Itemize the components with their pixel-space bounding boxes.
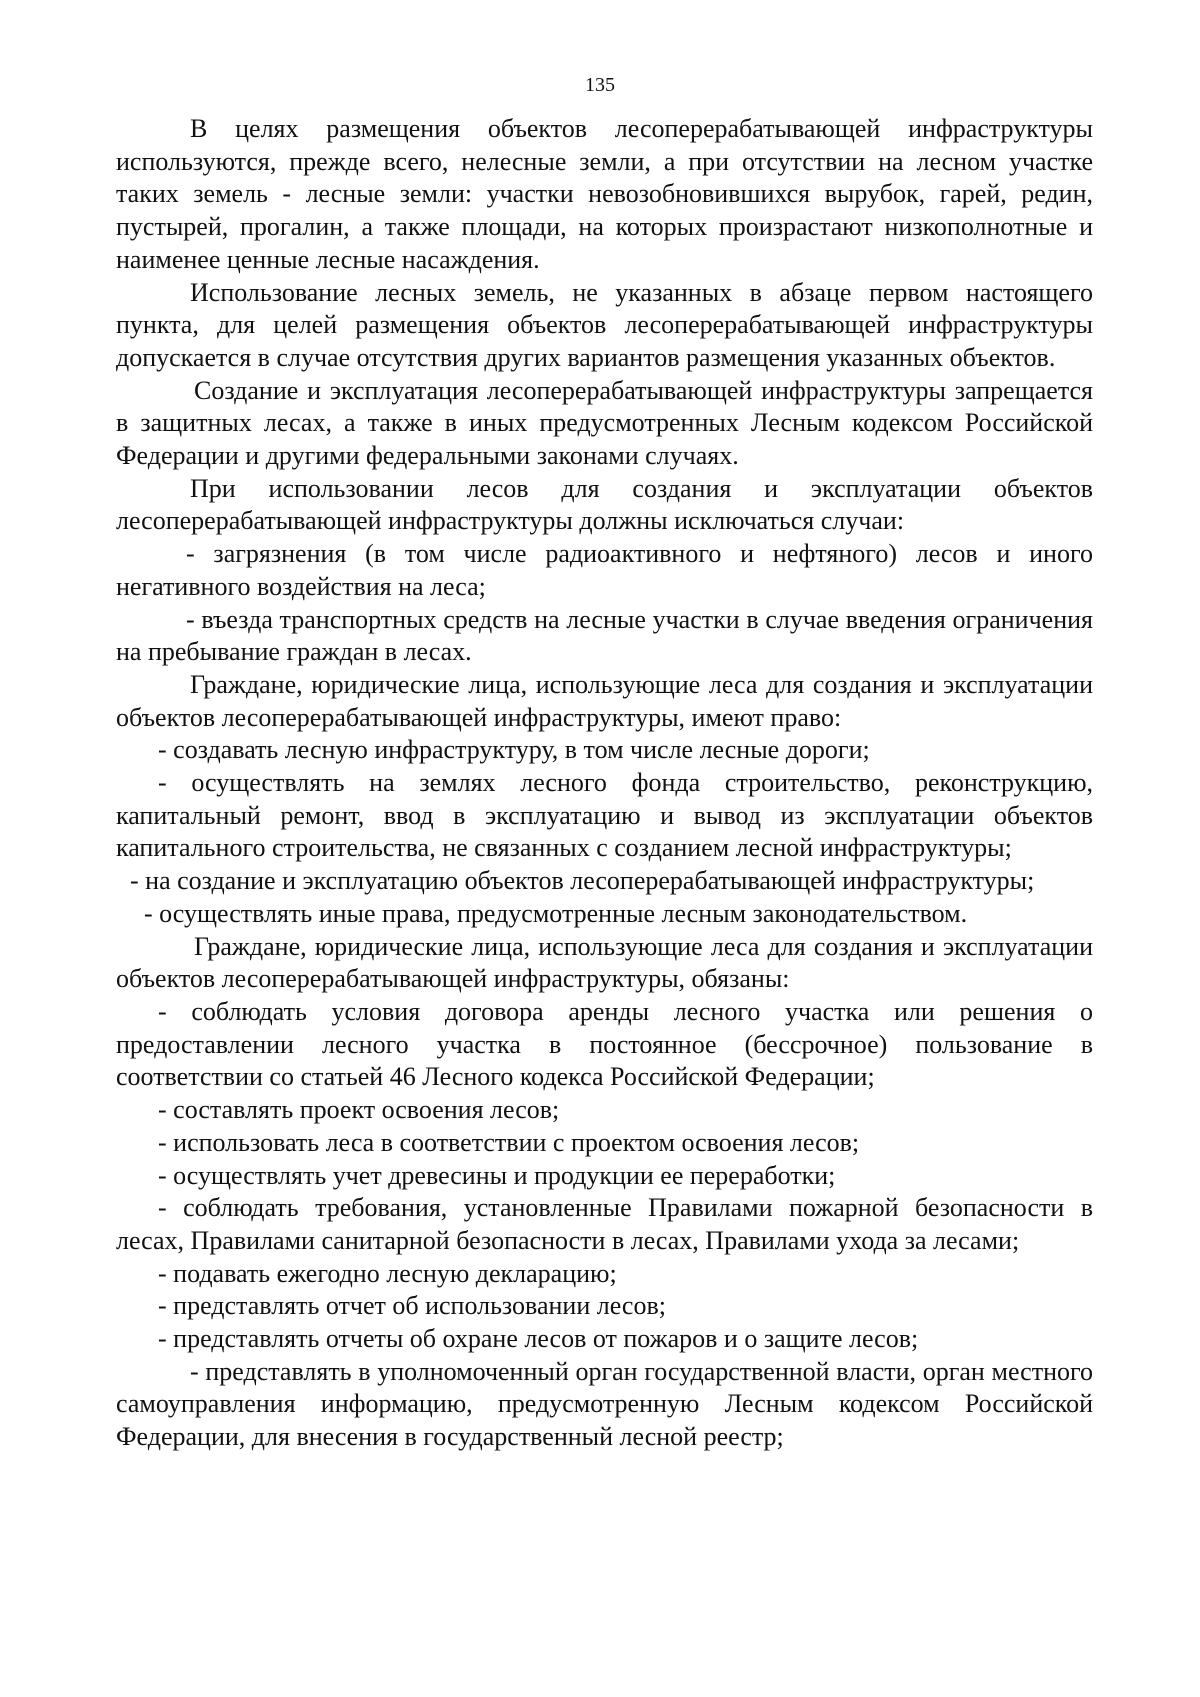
paragraph-infrastructure-placement: В целях размещения объектов лесоперерабатывающей инфраструктуры используются, прежде всего, нелесные земли, а при отсутствии на лесном участке таких земель - лесные земли: участки невозобновившихся вырубок, гарей, редин, пустырей, прогалин, а также площади, на которых произрастают низкополнотные и наименее ценные лесные насаждения.	[116, 114, 1093, 274]
list-item: - осуществлять на землях лесного фонда строительство, реконструкцию, капитальный ремонт, ввод в эксплуатацию и вывод из эксплуатации объектов капитального строительства, не связанных с созданием лесной инфраструктуры;	[116, 768, 1093, 863]
list-item: - подавать ежегодно лесную декларацию;	[158, 1258, 617, 1288]
paragraph-excluded-cases-intro: При использовании лесов для создания и эксплуатации объектов лесоперерабатывающей инфраструктуры должны исключаться случаи:	[116, 473, 1093, 536]
page-number: 135	[585, 74, 615, 96]
list-item: - составлять проект освоения лесов;	[158, 1095, 560, 1125]
list-item: - осуществлять иные права, предусмотренные лесным законодательством.	[144, 898, 968, 928]
list-item: - создавать лесную инфраструктуру, в том числе лесные дороги;	[158, 735, 870, 765]
list-item: - представлять отчеты об охране лесов от пожаров и о защите лесов;	[158, 1324, 919, 1354]
list-item: - использовать леса в соответствии с проектом освоения лесов;	[158, 1127, 860, 1157]
list-item: - соблюдать условия договора аренды лесного участка или решения о предоставлении лесного участка в постоянное (бессрочное) пользование в соответствии со статьей 46 Лесного кодекса Российской Федерации;	[116, 996, 1093, 1092]
paragraph-prohibition: Создание и эксплуатация лесоперерабатывающей инфраструктуры запрещается в защитных лесах, а также в иных предусмотренных Лесным кодексом Российской Федерации и другими федеральными законами случаях.	[116, 375, 1093, 471]
list-item: - загрязнения (в том числе радиоактивного и нефтяного) лесов и иного негативного воздействия на леса;	[116, 539, 1093, 601]
list-item: - представлять отчет об использовании лесов;	[158, 1291, 666, 1321]
list-item: - осуществлять учет древесины и продукции ее переработки;	[158, 1160, 836, 1190]
paragraph-obligations-intro: Граждане, юридические лица, использующие леса для создания и эксплуатации объектов лесоперерабатывающей инфраструктуры, обязаны:	[116, 931, 1093, 994]
list-item: - соблюдать требования, установленные Правилами пожарной безопасности в лесах, Правилами санитарной безопасности в лесах, Правилами ухода за лесами;	[116, 1193, 1093, 1255]
paragraph-rights-intro: Граждане, юридические лица, использующие леса для создания и эксплуатации объектов лесоперерабатывающей инфраструктуры, имеют право:	[116, 669, 1093, 732]
paragraph-forest-land-use: Использование лесных земель, не указанных в абзаце первом настоящего пункта, для целей размещения объектов лесоперерабатывающей инфраструктуры допускается в случае отсутствия других вариантов размещения указанных объектов.	[116, 277, 1093, 372]
list-item: - представлять в уполномоченный орган государственной власти, орган местного самоуправления информацию, предусмотренную Лесным кодексом Российской Федерации, для внесения в государственный лесной реестр;	[116, 1356, 1093, 1452]
list-item: - на создание и эксплуатацию объектов лесоперерабатывающей инфраструктуры;	[130, 866, 1035, 896]
document-body	[116, 113, 1093, 1454]
list-item: - въезда транспортных средств на лесные участки в случае введения ограничения на пребывание граждан в лесах.	[116, 604, 1093, 667]
